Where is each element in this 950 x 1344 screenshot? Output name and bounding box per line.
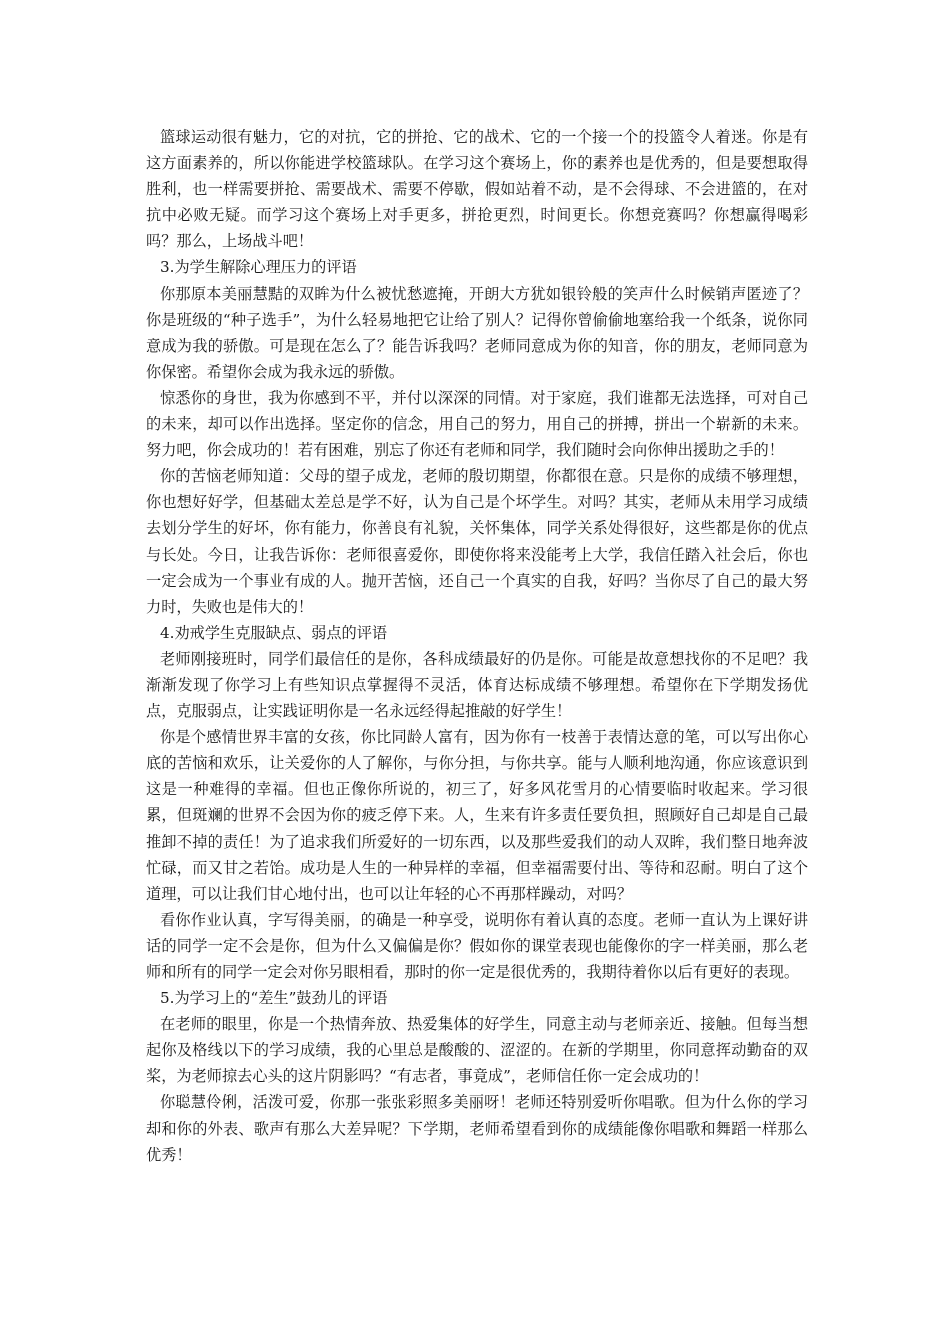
paragraph-singing: 你聪慧伶俐，活泼可爱，你那一张张彩照多美丽呀！老师还特别爱听你唱歌。但为什么你的学习却和你的外表、歌声有那么大差异呢？下学期，老师希望看到你的成绩能像你唱歌和舞蹈一样那么优秀！ (146, 1093, 808, 1164)
section-heading-5: 5.为学习上的“差生”鼓劲儿的评语 (160, 989, 388, 1008)
paragraph-enthusiastic: 在老师的眼里，你是一个热情奔放、热爱集体的好学生，同意主动与老师亲近、接触。但每当想起你及格线以下的学习成绩，我的心里总是酸酸的、涩涩的。在新的学期里，你同意挥动勤奋的双桨，为老师掠去心头的这片阴影吗？“有志者，事竟成”，老师信任你一定会成功的！ (146, 1015, 808, 1086)
paragraph-handwriting: 看你作业认真，字写得美丽，的确是一种享受，说明你有着认真的态度。老师一直认为上课好讲话的同学一定不会是你，但为什么又偏偏是你？假如你的课堂表现也能像你的字一样美丽，那么老师和所有的同学一定会对你另眼相看，那时的你一定是很优秀的，我期待着你以后有更好的表现。 (146, 910, 808, 981)
paragraph-seed-player: 你那原本美丽慧黠的双眸为什么被忧愁遮掩，开朗大方犹如银铃般的笑声什么时候销声匿迹了？你是班级的“种子选手”，为什么轻易地把它让给了别人？记得你曾偷偷地塞给我一个纸条，说你同意成为我的骄傲。可是现在怎么了？能告诉我吗？老师同意成为你的知音，你的朋友，老师同意为你保密。希望你会成为我永远的骄傲。 (146, 284, 808, 381)
section-heading-3: 3.为学生解除心理压力的评语 (160, 258, 357, 277)
paragraph-emotional-girl: 你是个感情世界丰富的女孩，你比同龄人富有，因为你有一枝善于表情达意的笔，可以写出你心底的苦恼和欢乐，让关爱你的人了解你，与你分担，与你共享。能与人顺利地沟通，你应该意识到这是一种难得的幸福。但也正像你所说的，初三了，好多风花雪月的心情要临时收起来。学习很累，但斑斓的世界不会因为你的疲乏停下来。人，生来有许多责任要负担，照顾好自己却是自己最推卸不掉的责任！为了追求我们所爱好的一切东西，以及那些爱我们的动人双眸，我们整日地奔波忙碌，而又甘之若饴。成功是人生的一种异样的幸福，但幸福需要付出、等待和忍耐。明白了这个道理，可以让我们甘心地付出，也可以让年轻的心不再那样躁动，对吗？ (146, 728, 808, 903)
paragraph-worries: 你的苦恼老师知道：父母的望子成龙，老师的殷切期望，你都很在意。只是你的成绩不够理想，你也想好好学，但基础太差总是学不好，认为自己是个坏学生。对吗？其实，老师从未用学习成绩去划分学生的好坏，你有能力，你善良有礼貌，关怀集体，同学关系处得很好，这些都是你的优点与长处。今日，让我告诉你：老师很喜爱你，即使你将来没能考上大学，我信任踏入社会后，你也一定会成为一个事业有成的人。抛开苦恼，还自己一个真实的自我，好吗？当你尽了自己的最大努力时，失败也是伟大的！ (146, 467, 808, 616)
paragraph-basketball: 篮球运动很有魅力，它的对抗，它的拼抢、它的战术、它的一个接一个的投篮令人着迷。你是有这方面素养的，所以你能进学校篮球队。在学习这个赛场上，你的素养也是优秀的，但是要想取得胜利，也一样需要拼抢、需要战术、需要不停歇，假如站着不动，是不会得球、不会进篮的，在对抗中必败无疑。而学习这个赛场上对手更多，拼抢更烈，时间更长。你想竞赛吗？你想赢得喝彩吗？那么，上场战斗吧！ (146, 128, 808, 251)
section-heading-4: 4.劝戒学生克服缺点、弱点的评语 (160, 623, 388, 642)
document-body (146, 124, 808, 1168)
paragraph-family-background: 惊悉你的身世，我为你感到不平，并付以深深的同情。对于家庭，我们谁都无法选择，可对自己的未来，却可以作出选择。坚定你的信念，用自己的努力，用自己的拼搏，拼出一个崭新的未来。努力吧，你会成功的！若有困难，别忘了你还有老师和同学，我们随时会向你伸出援助之手的！ (146, 388, 808, 460)
paragraph-most-trusted: 老师刚接班时，同学们最信任的是你，各科成绩最好的仍是你。可能是故意想找你的不足吧？我渐渐发现了你学习上有些知识点掌握得不灵活，体育达标成绩不够理想。希望你在下学期发扬优点，克服弱点，让实践证明你是一名永远经得起推敲的好学生！ (146, 649, 808, 721)
